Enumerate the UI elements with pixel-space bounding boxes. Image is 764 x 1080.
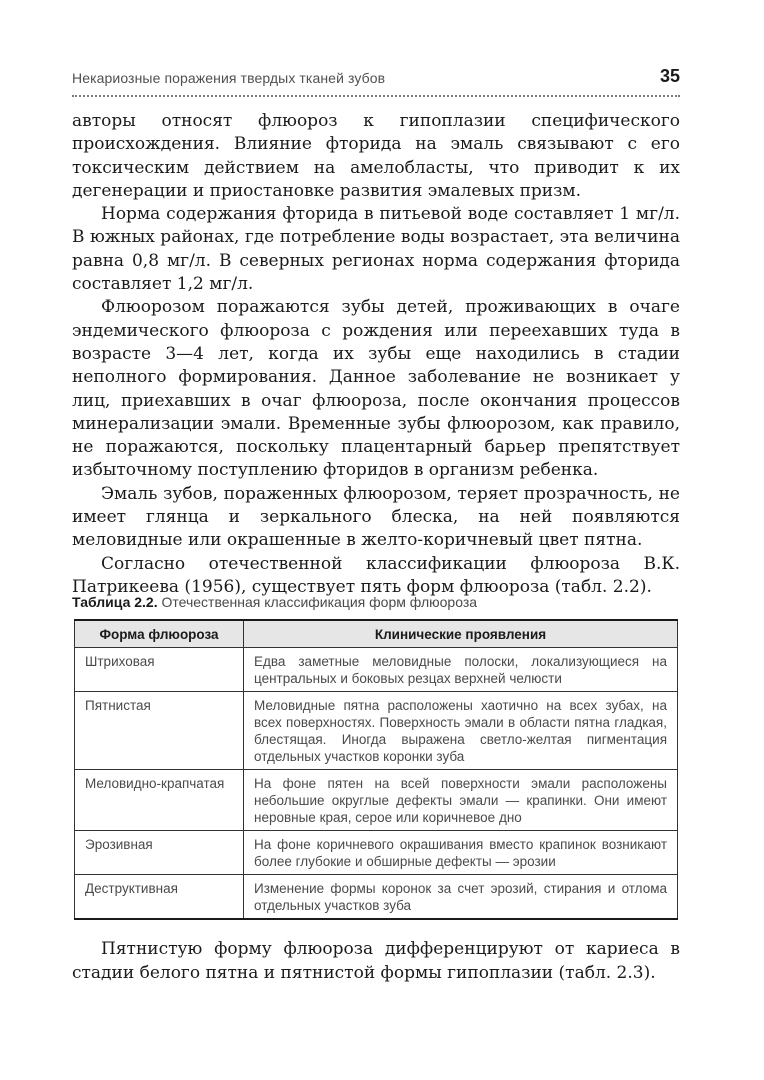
fluorosis-classification-table — [74, 619, 678, 920]
column-header-manifestations: Клинические проявления — [244, 620, 678, 648]
table-row — [75, 831, 678, 875]
running-title: Некариозные поражения твердых тканей зубов — [72, 70, 386, 86]
description-cell: Едва заметные меловидные полоски, локализующиеся на центральных и боковых резцах верхней челюсти — [244, 648, 678, 692]
header-divider — [72, 95, 680, 97]
table-row — [75, 770, 678, 831]
paragraph: Флюорозом поражаются зубы детей, проживающих в очаге эндемического флюороза с рождения или переехавших туда в возрасте 3—4 лет, когда их зубы еще находились в стадии неполного формирования. Данное заболевание не возникает у лиц, приехавших в очаг флюороза, после окончания процессов минерализации эмали. Временные зубы флюорозом, как правило, не поражаются, поскольку плацентарный барьер препятствует избыточному поступлению фторидов в организм ребенка. — [72, 297, 680, 481]
body-text — [72, 110, 680, 599]
form-cell: Эрозивная — [75, 831, 244, 875]
form-cell: Деструктивная — [75, 875, 244, 920]
page-number: 35 — [659, 66, 680, 86]
page-header — [72, 66, 680, 92]
paragraph: Норма содержания фторида в питьевой воде составляет 1 мг/л. В южных районах, где потребление воды возрастает, эта величина равна 0,8 мг/л. В северных регионах норма содержания фторида составляет 1,2 мг/л. — [72, 204, 680, 295]
table-caption-text: Отечественная классификация форм флюороза — [161, 594, 478, 610]
paragraph: Пятнистую форму флюороза дифференцируют от кариеса в стадии белого пятна и пятнистой формы гипоплазии (табл. 2.3). — [72, 939, 680, 983]
description-cell: Меловидные пятна расположены хаотично на всех зубах, на всех поверхностях. Поверхность эмали в области пятна гладкая, блестящая. Иногда выражена светло-желтая пигментация отдельных участков коронки зуба — [244, 692, 678, 770]
table-row — [75, 648, 678, 692]
form-cell: Штриховая — [75, 648, 244, 692]
description-cell: Изменение формы коронок за счет эрозий, стирания и отлома отдельных участков зуба — [244, 875, 678, 920]
description-cell: На фоне пятен на всей поверхности эмали расположены небольшие округлые дефекты эмали — крапинки. Они имеют неровные края, серое или коричневое дно — [244, 770, 678, 831]
paragraph: Эмаль зубов, пораженных флюорозом, теряет прозрачность, не имеет глянца и зеркального блеска, на ней появляются меловидные или окрашенные в желто-коричневый цвет пятна. — [72, 483, 680, 551]
closing-text — [72, 937, 680, 985]
form-cell: Пятнистая — [75, 692, 244, 770]
table-caption-label: Таблица 2.2. — [72, 594, 158, 610]
paragraph: Согласно отечественной классификации флюороза В.К. Патрикеева (1956), существует пять форм флюороза (табл. 2.2). — [72, 553, 680, 597]
form-cell: Меловидно-крапчатая — [75, 770, 244, 831]
column-header-form: Форма флюороза — [75, 620, 244, 648]
table-caption — [72, 594, 680, 610]
table-row — [75, 875, 678, 920]
table-header-row — [75, 620, 678, 648]
description-cell: На фоне коричневого окрашивания вместо крапинок возникают более глубокие и обширные дефекты — эрозии — [244, 831, 678, 875]
paragraph: авторы относят флюороз к гипоплазии специфического происхождения. Влияние фторида на эмаль связывают с его токсическим действием на амелобласты, что приводит к их дегенерации и приостановке развития эмалевых призм. — [72, 111, 680, 201]
table-row — [75, 692, 678, 770]
